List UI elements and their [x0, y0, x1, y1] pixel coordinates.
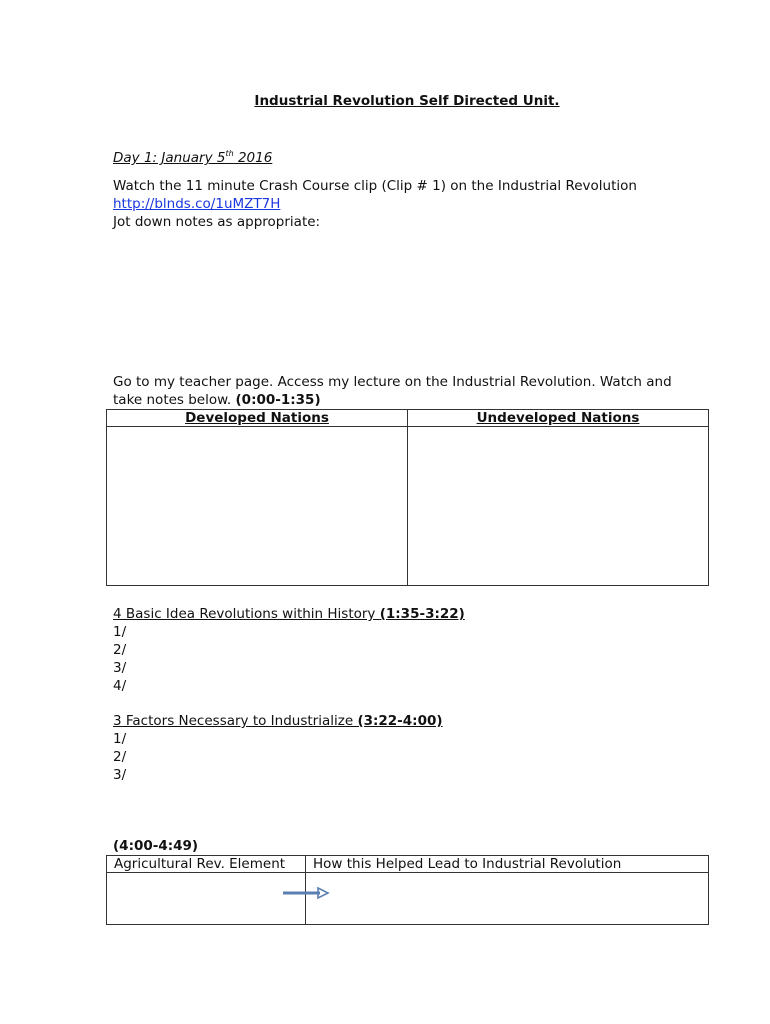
factors-label: 3 Factors Necessary to Industrialize	[113, 713, 358, 729]
list-item: 1/	[113, 731, 127, 747]
day-label: Day 1: January 5	[113, 150, 226, 166]
agri-time: (4:00-4:49)	[113, 838, 199, 854]
developed-nations-notes[interactable]	[107, 427, 408, 586]
agri-impact-cell[interactable]	[306, 873, 709, 925]
agri-impact-header: How this Helped Lead to Industrial Revolution	[306, 856, 709, 873]
undeveloped-nations-notes[interactable]	[408, 427, 709, 586]
page-title: Industrial Revolution Self Directed Unit.	[254, 93, 560, 109]
nations-table	[106, 409, 709, 586]
lecture-instruction-cont	[113, 391, 321, 409]
basic-ideas-time: (1:35-3:22)	[379, 606, 465, 622]
list-item: 3/	[113, 767, 127, 783]
list-item: 2/	[113, 749, 127, 765]
lecture-time: (0:00-1:35)	[235, 392, 321, 408]
clip-link[interactable]: http://blnds.co/1uMZT7H	[113, 196, 281, 212]
factors-heading	[113, 712, 443, 730]
day-label-superscript: th	[225, 149, 234, 158]
list-item: 2/	[113, 642, 127, 658]
agri-element-cell[interactable]	[107, 873, 306, 925]
agri-table	[106, 855, 709, 925]
list-item: 3/	[113, 660, 127, 676]
right-arrow-icon	[282, 885, 330, 901]
lecture-text: take notes below.	[113, 392, 236, 408]
list-item: 4/	[113, 678, 127, 694]
basic-ideas-label: 4 Basic Idea Revolutions within History	[113, 606, 380, 622]
agri-element-header: Agricultural Rev. Element	[107, 856, 306, 873]
day-year: 2016	[233, 150, 273, 166]
factors-time: (3:22-4:00)	[357, 713, 443, 729]
list-item: 1/	[113, 624, 127, 640]
notes-instruction: Jot down notes as appropriate:	[113, 214, 321, 230]
lecture-instruction: Go to my teacher page. Access my lecture on the Industrial Revolution. Watch and	[113, 374, 672, 390]
developed-nations-header: Developed Nations	[107, 410, 408, 427]
clip-instruction: Watch the 11 minute Crash Course clip (Clip # 1) on the Industrial Revolution	[113, 178, 637, 194]
day-heading	[113, 149, 272, 167]
undeveloped-nations-header: Undeveloped Nations	[408, 410, 709, 427]
basic-ideas-heading	[113, 605, 465, 623]
